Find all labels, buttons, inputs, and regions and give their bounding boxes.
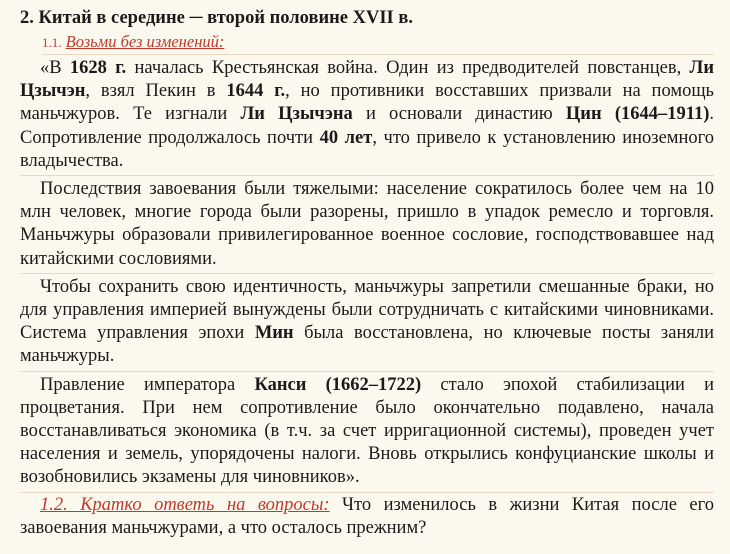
text: началась Крестьянская война. Один из предводителей повстанцев, [126, 58, 690, 78]
text: Чтобы сохранить свою идентичность, маньчжуры запретили смешанные браки, но для управления империей вынуждены были сотрудничать с китайскими чиновниками. Система управления эпохи [20, 276, 714, 344]
bold-name: Ли Цзычэн [20, 58, 714, 102]
bold-dynasty: Мин [254, 323, 294, 344]
bold-dynasty: Цин (1644–1911) [565, 104, 710, 125]
text: «В [40, 58, 70, 78]
task-2-label: 1.2. Кратко ответь на вопросы: [40, 494, 330, 515]
bold-date: 1628 г. [69, 58, 127, 78]
section-title: 2. Китай в середине ─ второй половине XVII в. [20, 8, 413, 28]
task-1-label: Возьми без изменений: [65, 32, 225, 51]
text: была восстановлена, но ключевые посты заняли маньчжуры. [20, 323, 714, 367]
bold-duration: 40 лет [319, 127, 373, 148]
text: , что привело к установлению иноземного владычества. [20, 127, 715, 171]
task-2-question-text: Что изменилось в жизни Китая после его завоевания маньчжурами, а что осталось прежним? [20, 494, 714, 538]
paragraph-2: Последствия завоевания были тяжелыми: население сократилось более чем на 10 млн человек, многие города были разорены, пришло в упадок ремесло и торговля. Маньчжуры образовали привилегированное военное сословие, господствовавшее над китайскими сословиями. [20, 176, 714, 274]
task-2-question [20, 493, 714, 540]
paragraph-3 [20, 274, 714, 372]
text: и основали династию [352, 104, 566, 125]
text: , но противники восставших призвали на помощь маньчжуров. Те изгнали [20, 81, 714, 125]
task-1-number: 1.1. [42, 35, 62, 50]
task-1-heading [42, 30, 714, 55]
text: , взял Пекин в [85, 81, 227, 102]
bold-name: Ли Цзычэна [240, 104, 353, 125]
paragraph-4 [20, 372, 714, 493]
paragraph-1 [20, 55, 714, 176]
text: Правление императора [40, 374, 255, 395]
text: . Сопротивление продолжалось почти [20, 104, 714, 148]
bold-date: 1644 г. [226, 81, 286, 102]
bold-emperor: Канси (1662–1722) [254, 374, 422, 395]
text: стало эпохой стабилизации и процветания. При нем сопротивление было окончательно подавлено, начала восстанавливаться экономика (в т.ч. за счет ирригационной системы), проведен учет населения и земель, упорядочены налоги. Вновь открылись конфуцианские школы и возобновились экзамены для чиновников». [20, 374, 714, 488]
